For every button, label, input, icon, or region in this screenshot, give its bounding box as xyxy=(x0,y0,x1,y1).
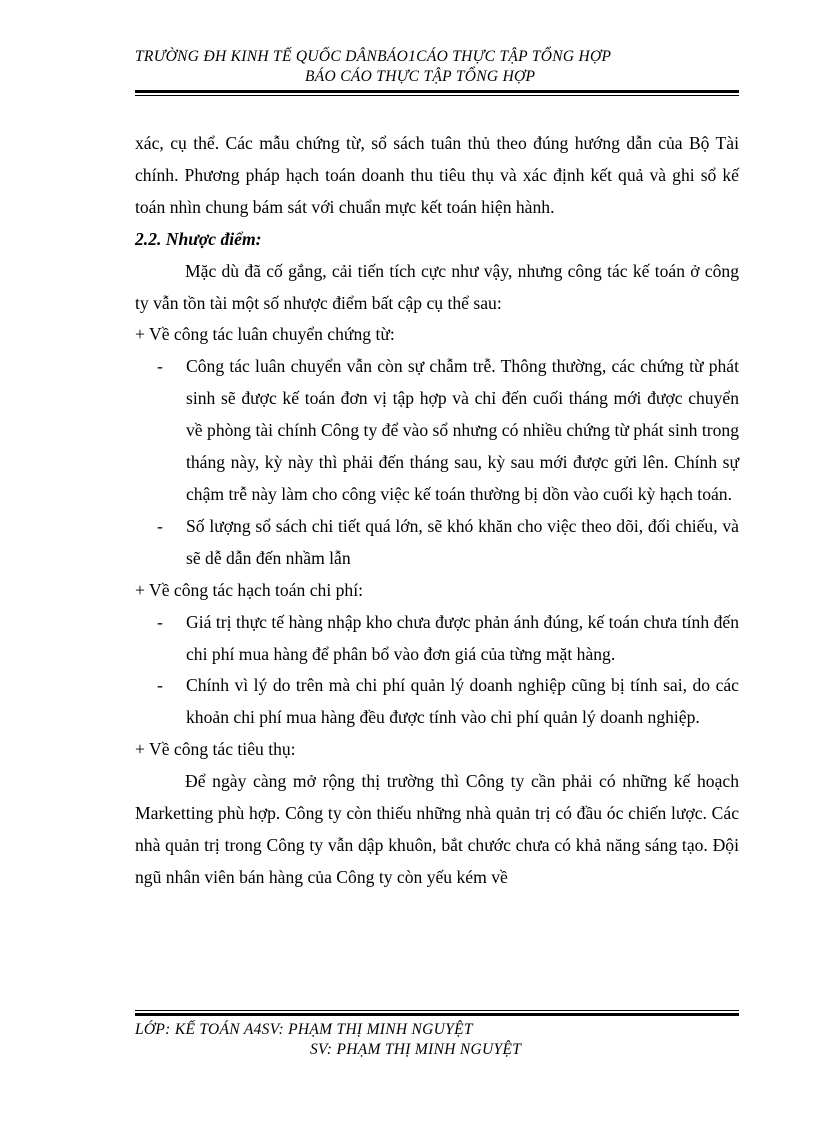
header-rule-thin xyxy=(135,95,739,96)
section-cost-accounting: + Về công tác hạch toán chi phí: xyxy=(135,579,363,600)
header-rule-thick xyxy=(135,90,739,93)
section-document-flow: + Về công tác luân chuyển chứng từ: xyxy=(135,324,395,345)
dash-bullet: - xyxy=(157,356,163,377)
header-school-title: TRƯỜNG ĐH KINH TẾ QUỐC DÂNBÁO1CÁO THỰC TẬP TỔNG HỢP xyxy=(135,48,612,65)
section-heading-weaknesses: 2.2. Nhược điểm: xyxy=(135,228,262,249)
dash-bullet: - xyxy=(157,515,163,536)
paragraph-weaknesses-intro: Mặc dù đã cố gắng, cải tiến tích cực như vậy, nhưng công tác kế toán ở công ty vẫn tồn tài một số nhược điểm bất cập cụ thể sau: xyxy=(135,260,739,313)
list-item-text: Chính vì lý do trên mà chi phí quản lý doanh nghiệp cũng bị tính sai, do các khoản chi phí mua hàng đều được tính vào chi phí quản lý doanh nghiệp. xyxy=(186,675,739,728)
footer-rule-thin xyxy=(135,1010,739,1011)
list-item xyxy=(135,607,739,671)
document-body xyxy=(135,128,739,894)
list-item-text: Số lượng sổ sách chi tiết quá lớn, sẽ khó khăn cho việc theo dõi, đối chiếu, và sẽ dễ dẫn đến nhầm lẫn xyxy=(186,515,739,568)
dash-bullet: - xyxy=(157,611,163,632)
paragraph-sales: Để ngày càng mở rộng thị trường thì Công ty cần phải có những kế hoạch Marketting phù hợp. Công ty còn thiếu những nhà quản trị có đầu óc chiến lược. Các nhà quản trị trong Công ty vẫn dập khuôn, bắt chước chưa có khả năng sáng tạo. Đội ngũ nhân viên bán hàng của Công ty còn yếu kém về xyxy=(135,771,739,887)
dash-bullet: - xyxy=(157,675,163,696)
list-item-text: Công tác luân chuyển vẫn còn sự chẫm trễ. Thông thường, các chứng từ phát sinh sẽ được kế toán đơn vị tập hợp và chỉ đến cuối tháng mới được chuyển về phòng tài chính Công ty để vào sổ nhưng có nhiều chứng từ phát sinh trong tháng này, kỳ này thì phải đến tháng sau, kỳ sau mới được gửi lên. Chính sự chậm trễ này làm cho công việc kế toán thường bị dồn vào cuối kỳ hạch toán. xyxy=(186,356,739,504)
paragraph-intro: xác, cụ thể. Các mẫu chứng từ, sổ sách tuân thủ theo đúng hướng dẫn của Bộ Tài chính. Phương pháp hạch toán doanh thu tiêu thụ và xác định kết quả và ghi sổ kế toán nhìn chung bám sát với chuẩn mực kết toán hiện hành. xyxy=(135,133,739,217)
header-report-title: BÁO CÁO THỰC TẬP TỔNG HỢP xyxy=(305,68,536,85)
list-item xyxy=(135,511,739,575)
list-item xyxy=(135,670,739,734)
section-sales: + Về công tác tiêu thụ: xyxy=(135,739,296,760)
page-header xyxy=(135,48,739,96)
footer-class-student: LỚP: KẾ TOÁN A4SV: PHẠM THỊ MINH NGUYỆT xyxy=(135,1021,473,1038)
footer-student-name: SV: PHẠM THỊ MINH NGUYỆT xyxy=(310,1041,522,1058)
page-footer xyxy=(135,1010,739,1061)
list-item-text: Giá trị thực tế hàng nhập kho chưa được phản ánh đúng, kế toán chưa tính đến chi phí mua hàng để phân bổ vào đơn giá của từng mặt hàng. xyxy=(186,611,739,664)
list-item xyxy=(135,351,739,511)
footer-rule-thick xyxy=(135,1013,739,1016)
